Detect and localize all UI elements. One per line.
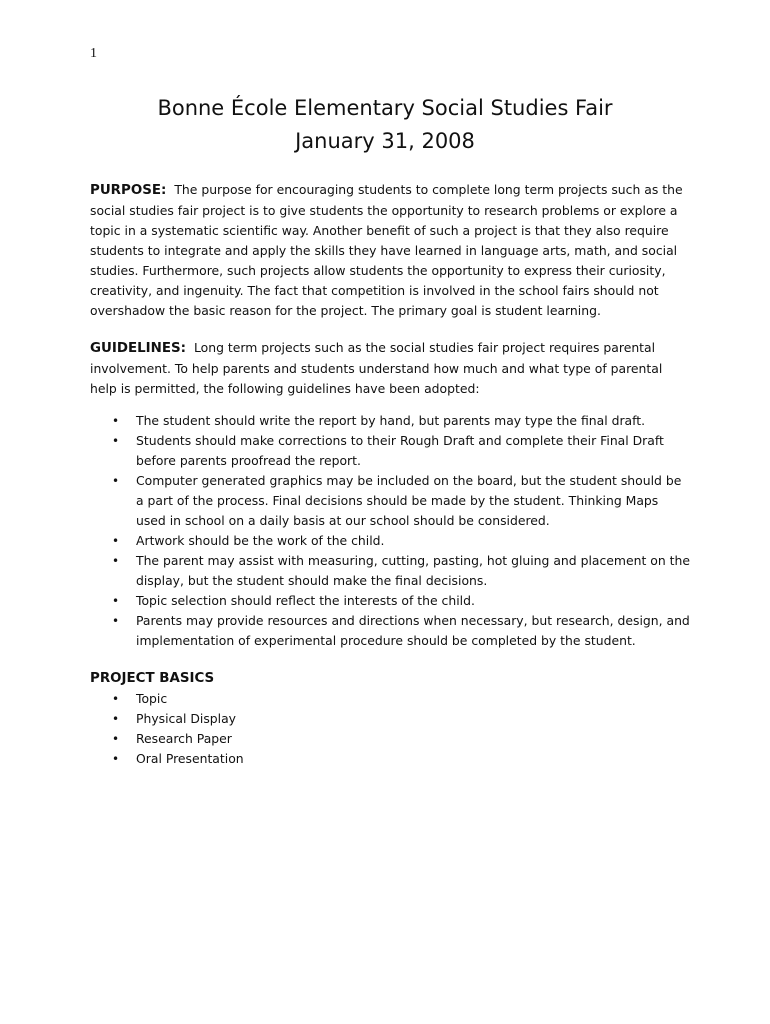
project-basic-item: Topic [136, 691, 168, 706]
purpose-heading: PURPOSE: [90, 183, 167, 198]
project-basic-item: Physical Display [136, 711, 237, 726]
guideline-item-text: Artwork should be the work of the child. [136, 533, 385, 548]
guideline-item-text: Computer generated graphics may be included on the board, but the student should be a part of the process. Final decisions should be made by the student. Thinking Maps used in school on a daily basis at our school should be considered. [136, 473, 682, 528]
list-item [90, 551, 690, 591]
bullet-icon: • [112, 712, 120, 726]
purpose-paragraph [90, 180, 690, 321]
list-item [90, 611, 690, 651]
bullet-icon: • [112, 732, 120, 746]
list-item [90, 709, 690, 729]
list-item [90, 591, 690, 611]
guidelines-heading: GUIDELINES: [90, 341, 186, 356]
list-item [90, 729, 690, 749]
document-body [90, 180, 690, 769]
list-item [90, 531, 690, 551]
title-line-2: January 31, 2008 [295, 129, 475, 153]
guidelines-paragraph [90, 338, 690, 399]
project-basic-item: Oral Presentation [136, 751, 244, 766]
purpose-text: The purpose for encouraging students to complete long term projects such as the social studies fair project is to give students the opportunity to research problems or explore a topic in a systematic scientific way. Another benefit of such a project is that they also require students to integrate and apply the skills they have learned in language arts, math, and social studies. Furthermore, such projects allow students the opportunity to express their curiosity, creativity, and ingenuity. The fact that competition is involved in the school fairs should not overshadow the basic reason for the project. The primary goal is student learning. [90, 182, 683, 318]
project-basic-item: Research Paper [136, 731, 232, 746]
guideline-item-text: The parent may assist with measuring, cutting, pasting, hot gluing and placement on the display, but the student should make the final decisions. [136, 553, 690, 588]
list-item [90, 431, 690, 471]
list-item [90, 689, 690, 709]
bullet-icon: • [112, 434, 120, 448]
bullet-icon: • [112, 614, 120, 628]
guideline-item-text: Parents may provide resources and directions when necessary, but research, design, and implementation of experimental procedure should be completed by the student. [136, 613, 690, 648]
bullet-icon: • [112, 414, 120, 428]
title-line-1: Bonne École Elementary Social Studies Fair [157, 96, 613, 120]
project-basics-list [90, 689, 690, 769]
list-item [90, 411, 690, 431]
bullet-icon: • [112, 474, 120, 488]
project-basics-heading: PROJECT BASICS [90, 671, 215, 686]
guidelines-list [90, 411, 690, 651]
bullet-icon: • [112, 534, 120, 548]
guideline-item-text: The student should write the report by hand, but parents may type the final draft. [136, 413, 646, 428]
bullet-icon: • [112, 554, 120, 568]
guideline-item-text: Students should make corrections to their Rough Draft and complete their Final Draft before parents proofread the report. [136, 433, 664, 468]
list-item [90, 471, 690, 531]
bullet-icon: • [112, 692, 120, 706]
list-item [90, 749, 690, 769]
guideline-item-text: Topic selection should reflect the interests of the child. [136, 593, 475, 608]
bullet-icon: • [112, 594, 120, 608]
document-title [0, 92, 770, 158]
bullet-icon: • [112, 752, 120, 766]
page-number: 1 [90, 46, 97, 61]
guidelines-text: Long term projects such as the social studies fair project requires parental involvement. To help parents and students understand how much and what type of parental help is permitted, the following guidelines have been adopted: [90, 340, 663, 396]
